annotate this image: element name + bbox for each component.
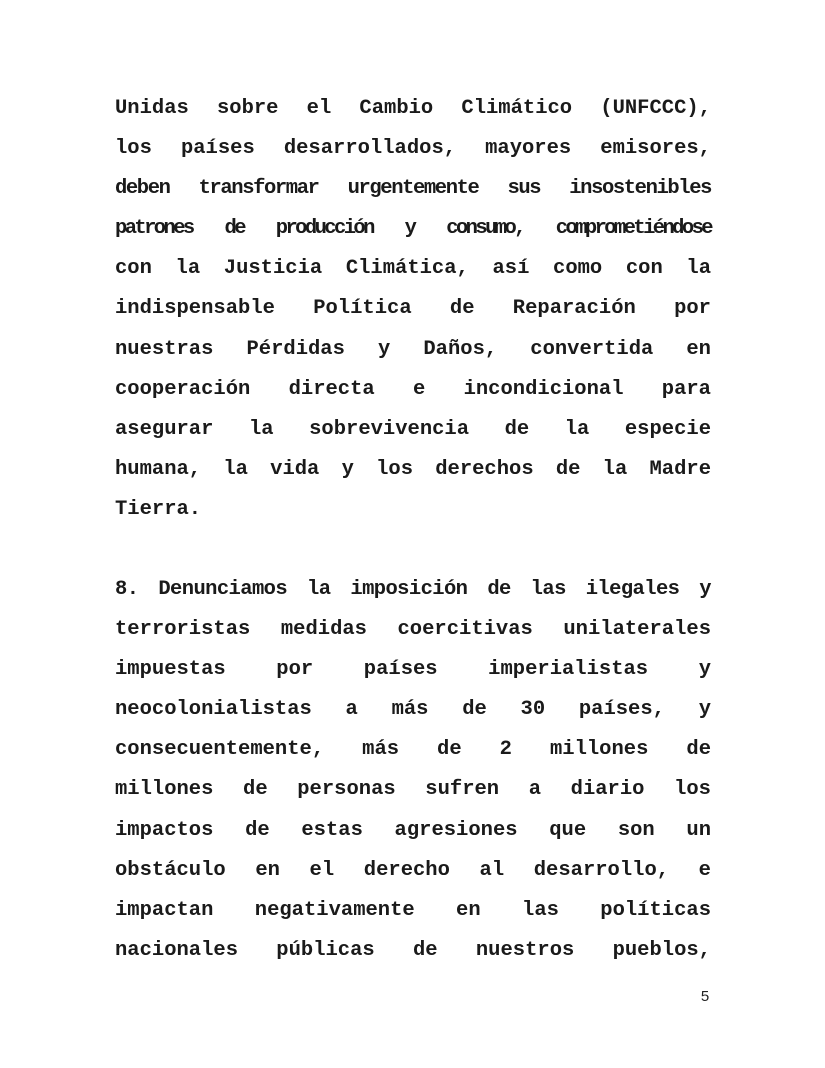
paragraph-continuation [115, 94, 711, 535]
text-line: consecuentemente, más de 2 millones de [115, 738, 711, 762]
text-line: patrones de producción y consumo, comprometiéndose [115, 217, 711, 241]
text-line: terroristas medidas coercitivas unilaterales [115, 618, 711, 642]
text-line: millones de personas sufren a diario los [115, 778, 711, 802]
text-line: humana, la vida y los derechos de la Madre [115, 457, 711, 481]
text-line: asegurar la sobrevivencia de la especie [115, 417, 711, 441]
text-line: indispensable Política de Reparación por [115, 297, 711, 321]
text-line: nacionales públicas de nuestros pueblos, [115, 938, 711, 962]
page-number: 5 [700, 988, 710, 1005]
text-line: con la Justicia Climática, así como con la [115, 257, 711, 281]
text-line: obstáculo en el derecho al desarrollo, e [115, 858, 711, 882]
text-line: Unidas sobre el Cambio Climático (UNFCCC), [115, 97, 711, 120]
text-line: 8. Denunciamos la imposición de las ilegales y [115, 578, 711, 601]
paragraph-8 [115, 575, 711, 976]
text-line: cooperación directa e incondicional para [115, 377, 711, 401]
text-line: neocolonialistas a más de 30 países, y [115, 698, 711, 722]
text-line: deben transformar urgentemente sus insostenibles [115, 177, 711, 201]
text-line: impactos de estas agresiones que son un [115, 818, 711, 842]
text-line: impactan negativamente en las políticas [115, 898, 711, 922]
text-line: Tierra. [115, 497, 202, 521]
text-line: impuestas por países imperialistas y [115, 658, 711, 682]
text-line: los países desarrollados, mayores emisores, [115, 137, 711, 161]
text-line: nuestras Pérdidas y Daños, convertida en [115, 337, 711, 361]
